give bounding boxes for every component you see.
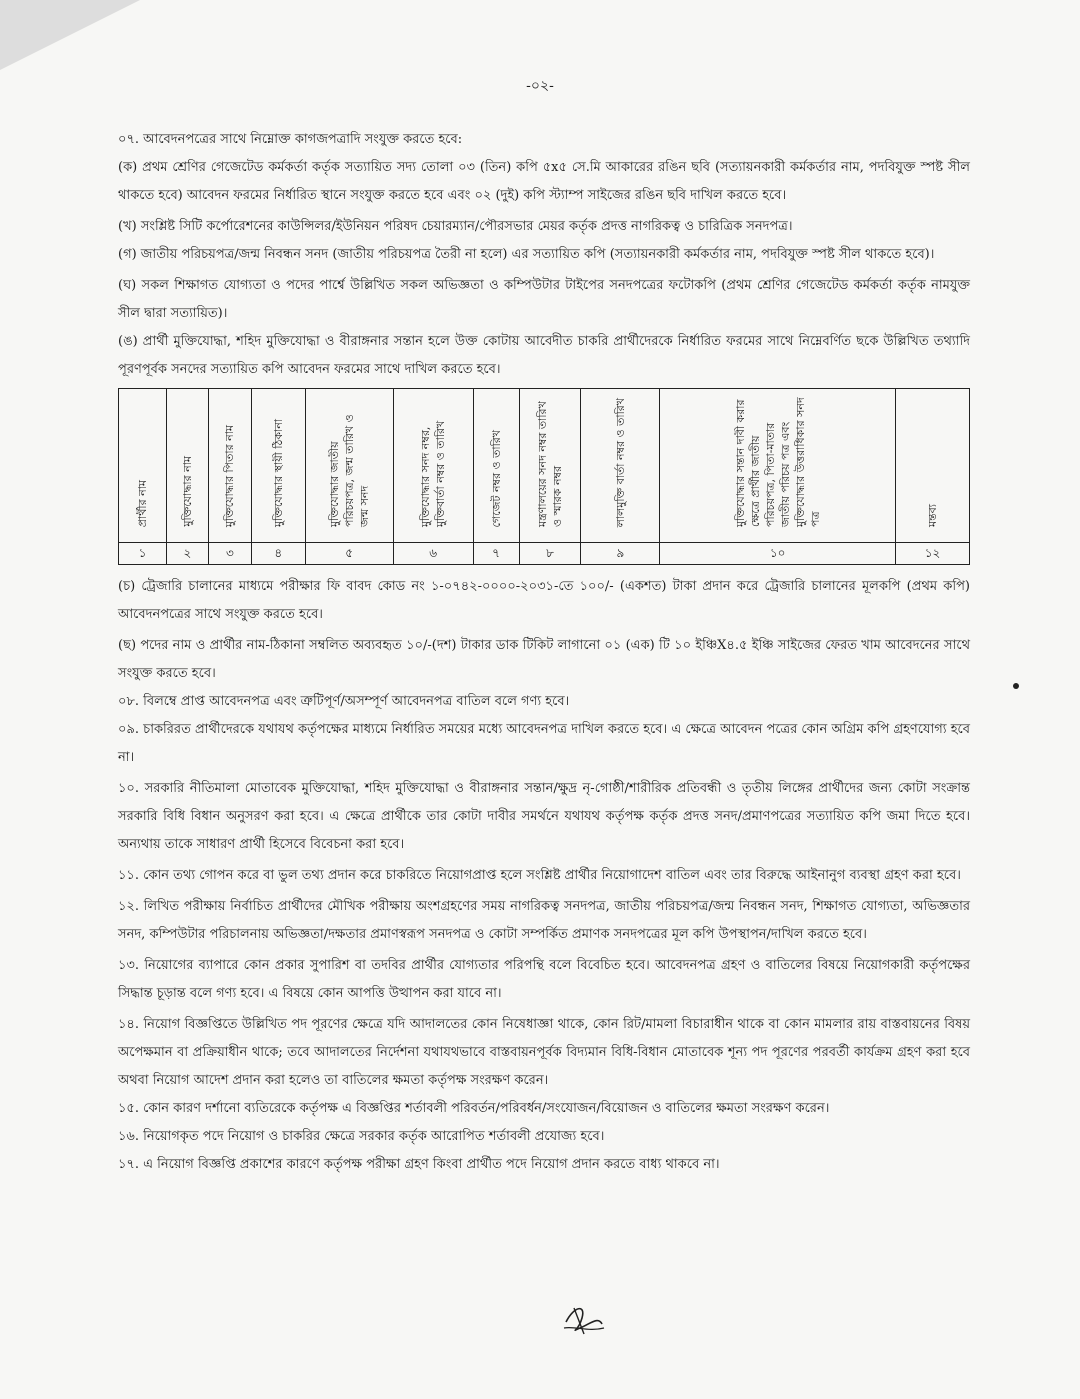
clause-17: ১৭. এ নিয়োগ বিজ্ঞপ্তি প্রকাশের কারণে কর্তৃপক্ষ পরীক্ষা গ্রহণ কিংবা প্রার্থীত পদে নিয়োগ প্রদান করতে বাধ্য থাকবে না। [118,1157,720,1172]
clause-14: ১৪. নিয়োগ বিজ্ঞপ্তিতে উল্লিখিত পদ পূরণের ক্ষেত্রে যদি আদালতের কোন নিষেধাজ্ঞা থাকে, কোন রিট/মামলা বিচারাধীন থাকে বা কোন মামলার রায় বাস্তবায়নের বিষয় অপেক্ষমান বা প্রক্রিয়াধীন থাকে; তবে আদালতের নির্দেশনা যথাযথভাবে বাস্তবায়নপূর্বক বিদ্যমান বিধি-বিধান মোতাবেক শূন্য পদ পূরণের পরবর্তী কার্যক্রম গ্রহণ করা হবে অথবা নিয়োগ আদেশ প্রদান করা হলেও তা বাতিলের ক্ষমতা কর্তৃপক্ষ সংরক্ষণ করেন। [118,1017,970,1088]
clause-07-cha: (চ) ট্রেজারি চালানের মাধ্যমে পরীক্ষার ফি বাবদ কোড নং ১-০৭৪২-০০০০-২০৩১-তে ১০০/- (একশত) টাকা প্রদান করে ট্রেজারি চালানের মূলকপি (প্রথম কপি) আবেদনপত্রের সাথে সংযুক্ত করতে হবে। [118,579,970,622]
clause-07-gha: (ঘ) সকল শিক্ষাগত যোগ্যতা ও পদের পার্শ্বে উল্লিখিত সকল অভিজ্ঞতা ও কম্পিউটার টাইপের সনদপত্রের ফটোকপি (প্রথম শ্রেণির গেজেটেড কর্মকর্তা কর্তৃক নামযুক্ত সীল দ্বারা সত্যায়িত)। [118,278,970,321]
table-cell: ৩ [208,543,251,565]
table-cell: ৯ [581,543,660,565]
folded-corner [0,0,140,70]
table-cell: ২ [166,543,208,565]
table-cell: ৬ [393,543,473,565]
table-header: মুক্তিযোদ্ধার পিতার নাম [208,389,251,543]
table-cell: ৮ [519,543,581,565]
stray-mark [1013,683,1019,689]
clause-07-ka: (ক) প্রথম শ্রেণির গেজেটেড কর্মকর্তা কর্তৃক সত্যায়িত সদ্য তোলা ০৩ (তিন) কপি ৫x৫ সে.মি আকারের রঙিন ছবি (সত্যায়নকারী কর্মকর্তার নাম, পদবিযুক্ত স্পষ্ট সীল থাকতে হবে) আবেদন ফরমের নির্ধারিত স্থানে সংযুক্ত করতে হবে এবং ০২ (দুই) কপি স্ট্যাম্প সাইজের রঙিন ছবি দাখিল করতে হবে। [118,160,970,203]
freedom-fighter-quota-table [118,388,970,565]
table-cell: ১০ [660,543,896,565]
table-header: মন্ত্রণালয়ের সনদ নম্বর তারিখ ও স্মারক নম্বর [519,389,581,543]
clause-11: ১১. কোন তথ্য গোপন করে বা ভুল তথ্য প্রদান করে চাকরিতে নিয়োগপ্রাপ্ত হলে সংশ্লিষ্ট প্রার্থীর নিয়োগাদেশ বাতিল এবং তার বিরুদ্ধে আইনানুগ ব্যবস্থা গ্রহণ করা হবে। [118,868,961,883]
table-header: মুক্তিযোদ্ধার নাম [166,389,208,543]
table-header: মুক্তিযোদ্ধার সনদ নম্বর, মুক্তিবার্তা নম্বর ও তারিখ [393,389,473,543]
clause-12: ১২. লিখিত পরীক্ষায় নির্বাচিত প্রার্থীদের মৌখিক পরীক্ষায় অংশগ্রহণের সময় নাগরিকত্ব সনদপত্র, জাতীয় পরিচয়পত্র/জন্ম নিবন্ধন সনদ, শিক্ষাগত যোগ্যতা, অভিজ্ঞতার সনদ, কম্পিউটার পরিচালনায় অভিজ্ঞতা/দক্ষতার প্রমাণস্বরূপ সনদপত্র ও কোটা সম্পর্কিত প্রমাণক সনদপত্রের মূল কপি উপস্থাপন/দাখিল করতে হবে। [118,899,970,942]
clause-07-umo: (ঙ) প্রার্থী মুক্তিযোদ্ধা, শহিদ মুক্তিযোদ্ধা ও বীরাঙ্গনার সন্তান হলে উক্ত কোটায় আবেদীত চাকরি প্রার্থীদেরকে নির্ধারিত ফরমের সাথে নিম্নেবর্ণিত ছকে উল্লিখিত তথ্যাদি পূরণপূর্বক সনদের সত্যায়িত কপি আবেদন ফরমের সাথে দাখিল করতে হবে। [118,334,970,377]
table-header: প্রার্থীর নাম [119,389,167,543]
table-header: লালমুক্তি বার্তা নম্বর ও তারিখ [581,389,660,543]
table-header: মুক্তিযোদ্ধার সন্তান দাবী করার ক্ষেত্রে প্রার্থীর জাতীয় পরিচয়পত্র, পিতা-মাতার জাতীয় পরিচয় পত্র এবং মুক্তিযোদ্ধার উত্তরাধিকার সনদ পত্র [660,389,896,543]
clause-07-kha: (খ) সংশ্লিষ্ট সিটি কর্পোরেশনের কাউন্সিলর/ইউনিয়ন পরিষদ চেয়ারম্যান/পৌরসভার মেয়র কর্তৃক প্রদত্ত নাগরিকত্ব ও চারিত্রিক সনদপত্র। [118,219,793,234]
table-header: মুক্তিযোদ্ধার জাতীয় পরিচয়পত্র, জন্ম তারিখ ও জন্ম সনদ [305,389,393,543]
clause-07-chha: (ছ) পদের নাম ও প্রার্থীর নাম-ঠিকানা সম্বলিত অব্যবহৃত ১০/-(দশ) টাকার ডাক টিকিট লাগানো ০১ (এক) টি ১০ ইঞ্চিX৪.৫ ইঞ্চি সাইজের ফেরত খাম আবেদনের সাথে সংযুক্ত করতে হবে। [118,638,970,681]
clause-07: ০৭. আবেদনপত্রের সাথে নিম্নোক্ত কাগজপত্রাদি সংযুক্ত করতে হবে: [118,132,463,147]
clause-15: ১৫. কোন কারণ দর্শানো ব্যতিরেকে কর্তৃপক্ষ এ বিজ্ঞপ্তির শর্তাবলী পরিবর্তন/পরিবর্ধন/সংযোজন/বিয়োজন ও বাতিলের ক্ষমতা সংরক্ষণ করেন। [118,1101,830,1116]
table-cell: ৭ [473,543,519,565]
clause-08: ০৮. বিলম্বে প্রাপ্ত আবেদনপত্র এবং ত্রুটিপূর্ণ/অসম্পূর্ণ আবেদনপত্র বাতিল বলে গণ্য হবে। [118,694,570,709]
clause-10: ১০. সরকারি নীতিমালা মোতাবেক মুক্তিযোদ্ধা, শহিদ মুক্তিযোদ্ধা ও বীরাঙ্গনার সন্তান/ক্ষুদ্র নৃ-গোষ্ঠী/শারীরিক প্রতিবন্ধী ও তৃতীয় লিঙ্গের প্রার্থীদের জন্য কোটা সংক্রান্ত সরকারি বিধি বিধান অনুসরণ করা হবে। এ ক্ষেত্রে প্রার্থীকে তার কোটা দাবীর সমর্থনে যথাযথ কর্তৃপক্ষ কর্তৃক প্রদত্ত সনদ/প্রমাণপত্রের সত্যায়িত কপি জমা দিতে হবে। অন্যথায় তাকে সাধারণ প্রার্থী হিসেবে বিবেচনা করা হবে। [118,781,970,852]
table-cell: ১ [119,543,167,565]
clause-07-ga: (গ) জাতীয় পরিচয়পত্র/জন্ম নিবন্ধন সনদ (জাতীয় পরিচয়পত্র তৈরী না হলে) এর সত্যায়িত কপি (সত্যায়নকারী কর্মকর্তার নাম, পদবিযুক্ত স্পষ্ট সীল থাকতে হবে)। [118,247,935,262]
clause-09: ০৯. চাকরিরত প্রার্থীদেরকে যথাযথ কর্তৃপক্ষের মাধ্যমে নির্ধারিত সময়ের মধ্যে আবেদনপত্র দাখিল করতে হবে। এ ক্ষেত্রে আবেদন পত্রের কোন অগ্রিম কপি গ্রহণযোগ্য হবে না। [118,722,970,765]
document-body [118,126,970,1179]
table-number-row [119,543,970,565]
table-cell: ৪ [251,543,305,565]
page-number: -০২- [526,78,554,94]
table-cell: ৫ [305,543,393,565]
table-header: মন্তব্য [896,389,970,543]
clause-13: ১৩. নিয়োগের ব্যাপারে কোন প্রকার সুপারিশ বা তদবির প্রার্থীর যোগ্যতার পরিপন্থি বলে বিবেচিত হবে। আবেদনপত্র গ্রহণ ও বাতিলের বিষয়ে নিয়োগকারী কর্তৃপক্ষের সিদ্ধান্ত চূড়ান্ত বলে গণ্য হবে। এ বিষয়ে কোন আপত্তি উত্থাপন করা যাবে না। [118,958,970,1001]
table-header: গেজেট নম্বর ও তারিখ [473,389,519,543]
table-header: মুক্তিযোদ্ধার স্থায়ী ঠিকানা [251,389,305,543]
signature [560,1298,606,1338]
table-cell: ১২ [896,543,970,565]
table-header-row [119,389,970,543]
clause-16: ১৬. নিয়োগকৃত পদে নিয়োগ ও চাকরির ক্ষেত্রে সরকার কর্তৃক আরোপিত শর্তাবলী প্রযোজ্য হবে। [118,1129,605,1144]
